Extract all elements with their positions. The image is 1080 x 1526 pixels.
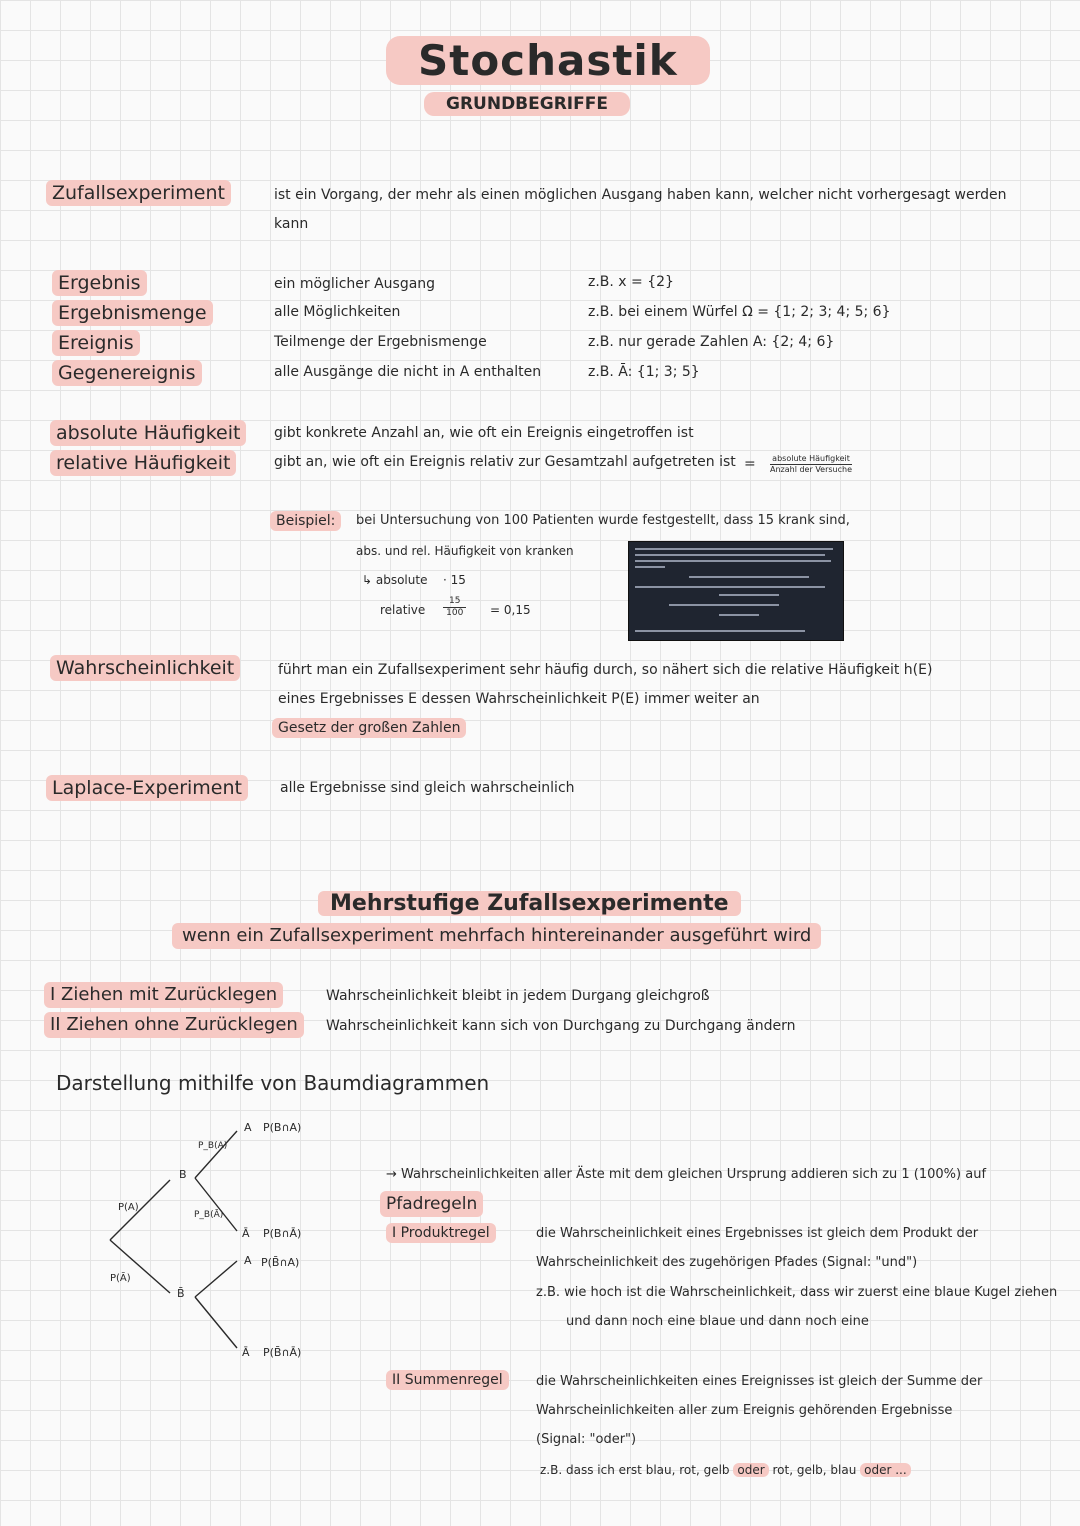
tree-diagram: [0, 1100, 380, 1380]
term-ergebnis: Ergebnis: [52, 270, 147, 296]
term-wahrscheinlichkeit: Wahrscheinlichkeit: [50, 655, 240, 681]
term-ohne-zuruecklegen: II Ziehen ohne Zurücklegen: [44, 1012, 304, 1038]
tree-leaf1-node: A: [244, 1121, 252, 1134]
section-subtitle-mehrstufig: wenn ein Zufallsexperiment mehrfach hintereinander ausgeführt wird: [172, 923, 821, 949]
formula-denominator: Anzahl der Versuche: [770, 465, 853, 474]
term-mit-zuruecklegen: I Ziehen mit Zurücklegen: [44, 982, 283, 1008]
rule-summenregel-def1: die Wahrscheinlichkeiten eines Ereignisses ist gleich der Summe der: [536, 1374, 983, 1389]
tree-leaf4-label: P(B̄∩Ā): [263, 1346, 302, 1359]
rule-summenregel-oder1: oder: [733, 1463, 768, 1477]
equals-sign: =: [744, 456, 756, 472]
def-zufallsexperiment-cont: kann: [274, 216, 309, 232]
def-relative-haeufigkeit: gibt an, wie oft ein Ereignis relativ zur Gesamtzahl aufgetreten ist: [274, 454, 736, 470]
beispiel-rel-numerator: 15: [443, 596, 466, 608]
def-gegenereignis: alle Ausgänge die nicht in A enthalten: [274, 364, 542, 380]
rule-produktregel-def2: Wahrscheinlichkeit des zugehörigen Pfades (Signal: "und"): [536, 1255, 918, 1270]
pfadregeln-heading: Pfadregeln: [380, 1191, 483, 1217]
tree-leaf2-node: Ā: [242, 1227, 250, 1240]
tree-node-B: B: [179, 1168, 187, 1181]
def-zufallsexperiment: ist ein Vorgang, der mehr als einen möglichen Ausgang haben kann, welcher nicht vorhergesagt werden: [274, 187, 1007, 203]
section-title-mehrstufig: Mehrstufige Zufallsexperimente: [318, 891, 741, 916]
rule-summenregel-def2: Wahrscheinlichkeiten aller zum Ereignis gehörenden Ergebnisse: [536, 1403, 953, 1418]
def-ereignis: Teilmenge der Ergebnismenge: [274, 334, 487, 350]
page-title: Stochastik: [386, 36, 710, 85]
example-gegenereignis: z.B. Ā: {1; 3; 5}: [588, 364, 700, 380]
beispiel-abs-label: ↳ absolute: [362, 573, 428, 587]
term-relative-haeufigkeit: relative Häufigkeit: [50, 450, 236, 476]
example-ergebnis: z.B. x = {2}: [588, 274, 674, 290]
term-absolute-haeufigkeit: absolute Häufigkeit: [50, 420, 246, 446]
def-wahrscheinlichkeit-cont: eines Ergebnisses E dessen Wahrscheinlichkeit P(E) immer weiter an: [278, 691, 760, 707]
beispiel-rel-denominator: 100: [446, 608, 464, 618]
def-mit-zuruecklegen: Wahrscheinlichkeit bleibt in jedem Durgang gleichgroß: [326, 988, 710, 1004]
tree-leaf3-label: P(B̄∩A): [261, 1256, 300, 1269]
def-ergebnis: ein möglicher Ausgang: [274, 276, 436, 292]
beispiel-rel-fraction: [443, 596, 466, 619]
tree-leaf3-node: A: [244, 1254, 252, 1267]
rule-produktregel-def1: die Wahrscheinlichkeit eines Ergebnisses ist gleich dem Produkt der: [536, 1226, 979, 1241]
tree-leaf4-node: Ā: [242, 1346, 250, 1359]
pasted-formula-image: [628, 541, 844, 641]
tree-node-Bbar: B̄: [177, 1287, 185, 1300]
gesetz-grosse-zahlen: Gesetz der großen Zahlen: [272, 718, 466, 738]
rule-summenregel-def3: (Signal: "oder"): [536, 1432, 637, 1447]
def-ohne-zuruecklegen: Wahrscheinlichkeit kann sich von Durchgang zu Durchgang ändern: [326, 1018, 796, 1034]
tree-label-pA: P(A): [118, 1202, 139, 1213]
def-laplace: alle Ergebnisse sind gleich wahrscheinlich: [280, 780, 575, 796]
rule-produktregel-term: I Produktregel: [386, 1223, 496, 1243]
tree-label-pAbar: P(Ā): [110, 1273, 131, 1284]
beispiel-abs-value: · 15: [443, 573, 466, 587]
def-wahrscheinlichkeit: führt man ein Zufallsexperiment sehr häufig durch, so nähert sich die relative Häufigkeit h(E): [278, 662, 933, 678]
tree-leaf1-label: P(B∩A): [263, 1121, 302, 1134]
rule-produktregel-example2: und dann noch eine blaue und dann noch eine: [566, 1314, 869, 1329]
rule-summenregel-term: II Summenregel: [386, 1370, 509, 1390]
page-subtitle: GRUNDBEGRIFFE: [424, 92, 630, 116]
example-ergebnismenge: z.B. bei einem Würfel Ω = {1; 2; 3; 4; 5; 6}: [588, 304, 891, 320]
tree-branch-Bbar-A: [195, 1261, 237, 1297]
def-ergebnismenge: alle Möglichkeiten: [274, 304, 401, 320]
beispiel-text: bei Untersuchung von 100 Patienten wurde festgestellt, dass 15 krank sind,: [356, 513, 850, 528]
formula-relative-haeufigkeit: [770, 454, 852, 475]
beispiel-rel-label: relative: [380, 603, 426, 617]
term-gegenereignis: Gegenereignis: [52, 360, 202, 386]
example-ereignis: z.B. nur gerade Zahlen A: {2; 4; 6}: [588, 334, 835, 350]
tree-label-pBAbar: P_B(Ā): [194, 1210, 224, 1220]
beispiel-rel-result: = 0,15: [490, 603, 531, 617]
formula-numerator: absolute Häufigkeit: [770, 454, 852, 465]
def-absolute-haeufigkeit: gibt konkrete Anzahl an, wie oft ein Ereignis eingetroffen ist: [274, 425, 694, 441]
rule-summenregel-example-a: z.B. dass ich erst blau, rot, gelb: [540, 1463, 730, 1477]
beispiel-label: Beispiel:: [270, 511, 341, 531]
baumdiagramm-heading: Darstellung mithilfe von Baumdiagrammen: [56, 1071, 490, 1095]
rule-produktregel-example1: z.B. wie hoch ist die Wahrscheinlichkeit, dass wir zuerst eine blaue Kugel ziehen: [536, 1285, 1058, 1300]
term-ergebnismenge: Ergebnismenge: [52, 300, 213, 326]
term-zufallsexperiment: Zufallsexperiment: [46, 180, 231, 206]
tree-leaf2-label: P(B∩Ā): [263, 1227, 302, 1240]
rule-summenregel-example: [540, 1461, 911, 1479]
beispiel-question: abs. und rel. Häufigkeit von kranken: [356, 544, 574, 558]
pfadregeln-note: → Wahrscheinlichkeiten aller Äste mit dem gleichen Ursprung addieren sich zu 1 (100%) auf: [386, 1167, 987, 1182]
term-laplace: Laplace-Experiment: [46, 775, 248, 801]
rule-summenregel-example-b: rot, gelb, blau: [772, 1463, 857, 1477]
rule-summenregel-oder2: oder ...: [860, 1463, 911, 1477]
tree-label-pBA: P_B(A): [198, 1141, 228, 1151]
term-ereignis: Ereignis: [52, 330, 140, 356]
tree-branch-Bbar-Abar: [195, 1297, 237, 1348]
